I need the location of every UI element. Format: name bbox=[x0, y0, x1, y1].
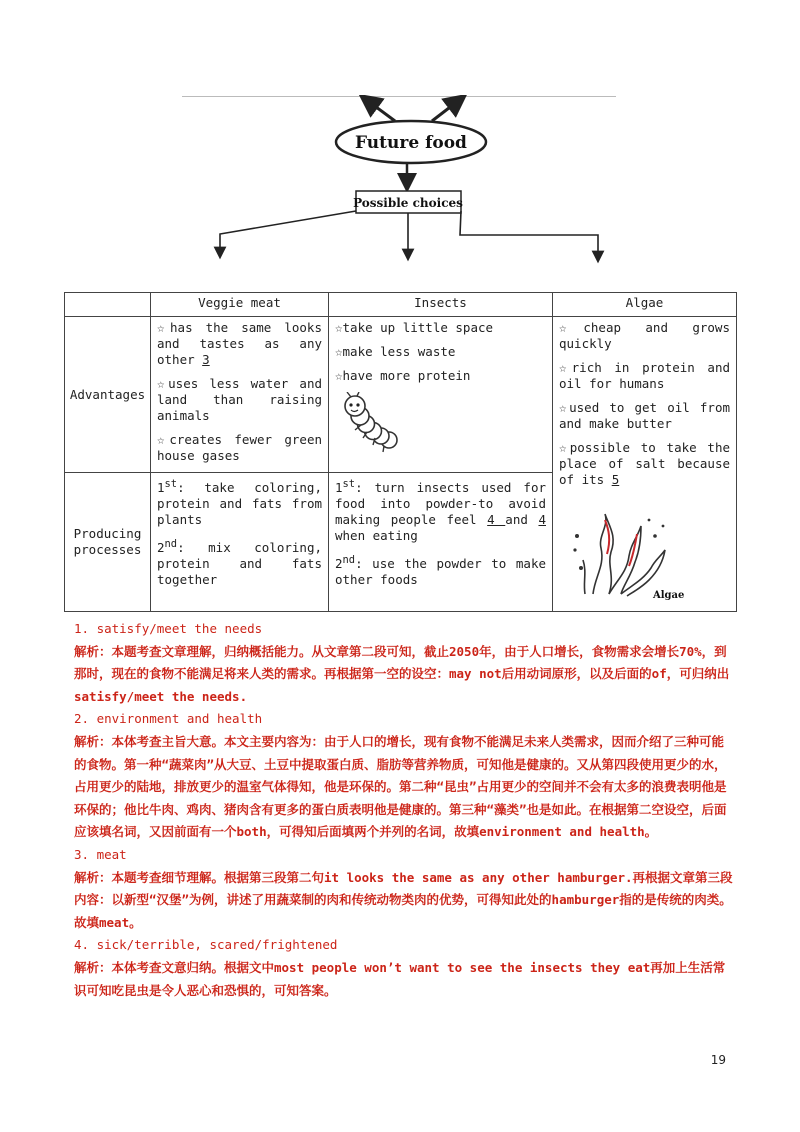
branch-left bbox=[220, 211, 356, 253]
page-number: 19 bbox=[710, 1053, 726, 1067]
answer-text: 2. environment and health bbox=[74, 711, 263, 727]
answer-blank-3: 3 bbox=[202, 352, 210, 367]
header-algae: Algae bbox=[553, 293, 737, 317]
list-item: ☆cheap and grows quickly bbox=[559, 320, 730, 351]
answer-item-3 bbox=[74, 844, 734, 934]
list-item: ☆have more protein bbox=[335, 368, 471, 383]
answer-blank-4b: 4 bbox=[538, 512, 546, 528]
answer-item-1 bbox=[74, 618, 734, 708]
algae-cell bbox=[553, 317, 737, 612]
list-item: ☆rich in protein and oil for humans bbox=[559, 360, 730, 391]
row-label-producing-processes: Producing processes bbox=[65, 473, 151, 612]
list-item: ☆possible to take the place of salt because of its 5 bbox=[559, 440, 730, 487]
table-header-row bbox=[65, 293, 737, 317]
header-blank bbox=[65, 293, 151, 317]
list-item: ☆creates fewer green house gases bbox=[157, 432, 322, 463]
future-food-diagram bbox=[200, 95, 620, 270]
algae-image-label: Algae bbox=[653, 590, 685, 601]
table-row bbox=[65, 317, 737, 473]
list-item: ☆has the same looks and tastes as any other 3 bbox=[157, 320, 322, 367]
header-veggie-meat: Veggie meat bbox=[151, 293, 329, 317]
caterpillar-illustration bbox=[341, 392, 411, 454]
answer-text: 1. satisfy/meet the needs bbox=[74, 621, 263, 636]
future-food-label: Future food bbox=[355, 133, 467, 153]
insects-process-cell bbox=[329, 473, 553, 612]
future-food-table bbox=[64, 292, 737, 612]
answer-explanation: 解析：本体考查文意归纳。根据文中most people won’t want to see the insects they eat再加上生活常识可知吃昆虫是令人恶心和恐惧的，可知答案。 bbox=[74, 959, 726, 998]
answer-item-2 bbox=[74, 708, 734, 844]
list-item: 2nd: mix coloring, protein and fats together bbox=[157, 538, 322, 588]
list-item: ☆make less waste bbox=[335, 344, 456, 359]
veggie-process-cell bbox=[151, 473, 329, 612]
answer-blank-5: 5 bbox=[611, 472, 620, 487]
list-item: ☆uses less water and land than raising animals bbox=[157, 376, 322, 423]
arrow-up-right bbox=[432, 101, 458, 121]
arrow-up-left bbox=[368, 101, 395, 121]
answer-blank-4a: 4 bbox=[487, 512, 506, 528]
answer-text: 3. meat bbox=[74, 846, 127, 862]
answer-key bbox=[74, 618, 734, 1002]
answer-item-4 bbox=[74, 934, 734, 1002]
branch-right bbox=[460, 211, 598, 257]
answer-explanation: 解析：本题考查细节理解。根据第三段第二句it looks the same as any other hamburger.再根据文章第三段内容：以新型“汉堡”为例，讲述了用蔬菜制的肉和传统动物类肉的优势，可得知此处的hamburger指的是传统的肉类。故填meat。 bbox=[74, 869, 733, 930]
answer-text: 4. sick/terrible, scared/frightened bbox=[74, 937, 338, 953]
answer-explanation: 解析：本体考查主旨大意。本文主要内容为：由于人口的增长，现有食物不能满足未来人类需求，因而介绍了三种可能的食物。第一种“蔬菜肉”从大豆、土豆中提取蛋白质、脂肪等营养物质，可知他是健康的。又从第四段使用更少的水，占用更少的陆地，排放更少的温室气体得知，他是环保的。第二种“昆虫”占用更少的空间并不会有太多的浪费表明他是环保的；他比牛肉、鸡肉、猪肉含有更多的蛋白质表明他是健康的。第三种“藻类”也是如此。在根据第二空设空，后面应该填名词，又因前面有一个both，可得知后面填两个并列的名词，故填environment and health。 bbox=[74, 733, 727, 840]
list-item: 2nd: use the powder to make other foods bbox=[335, 554, 546, 588]
list-item: ☆take up little space bbox=[335, 320, 494, 335]
list-item: 1st: take coloring, protein and fats from plants bbox=[157, 478, 322, 528]
answer-explanation: 解析：本题考查文章理解，归纳概括能力。从文章第二段可知，截止2050年，由于人口增长，食物需求会增长70%，到那时，现在的食物不能满足将来人类的需求。再根据第一空的设空：may not后用动词原形，以及后面的of，可归纳出satisfy/meet the needs. bbox=[74, 643, 730, 704]
list-item: 1st: turn insects used for food into powder-to avoid making people feel 4 and 4 when eating bbox=[335, 478, 546, 544]
algae-illustration bbox=[565, 496, 685, 602]
possible-choices-label: Possible choices bbox=[353, 196, 463, 210]
header-insects: Insects bbox=[329, 293, 553, 317]
veggie-advantages-cell bbox=[151, 317, 329, 473]
row-label-advantages: Advantages bbox=[65, 317, 151, 473]
list-item: ☆used to get oil from and make butter bbox=[559, 400, 730, 431]
insects-advantages-cell bbox=[329, 317, 553, 473]
